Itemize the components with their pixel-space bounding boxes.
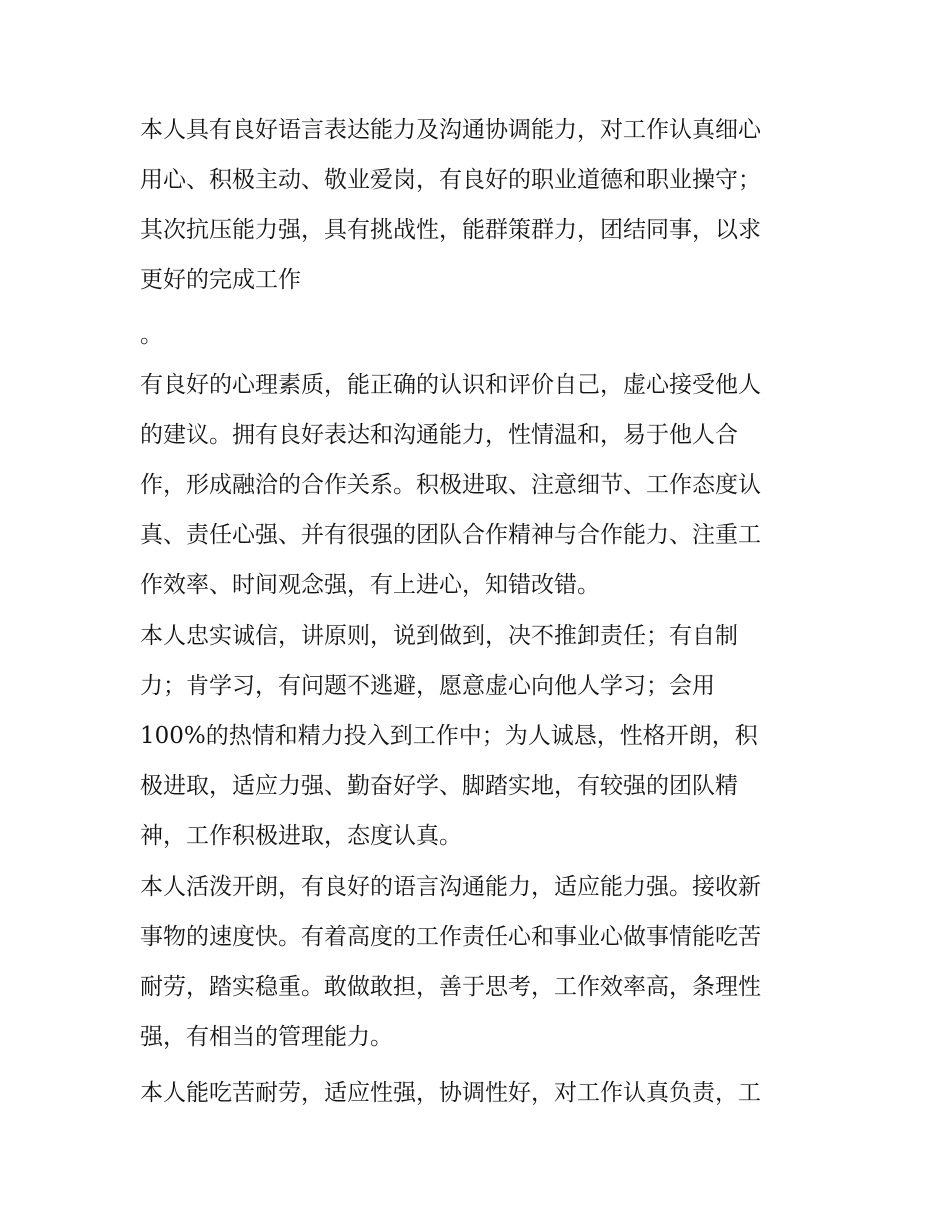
text-line: 力；肯学习，有问题不逃避，愿意虚心向他人学习；会用 [140,673,715,699]
text-line: 本人具有良好语言表达能力及沟通协调能力，对工作认真细心 [140,117,761,143]
text-line: 本人活泼开朗，有良好的语言沟通能力，适应能力强。接收新 [140,874,761,900]
text-line: 极进取，适应力强、勤奋好学、脚踏实地，有较强的团队精 [140,773,738,799]
text-line: 有良好的心理素质，能正确的认识和评价自己，虚心接受他人 [140,372,761,398]
text-line: 强，有相当的管理能力。 [140,1024,393,1050]
text-line: 耐劳，踏实稳重。敢做敢担，善于思考，工作效率高，条理性 [140,974,761,1000]
text-line: 其次抗压能力强，具有挑战性，能群策群力，团结同事，以求 [140,217,761,243]
text-line: 作效率、时间观念强，有上进心，知错改错。 [140,572,600,598]
text-line: 本人能吃苦耐劳，适应性强，协调性好，对工作认真负责，工 [140,1080,761,1106]
text-line: 。 [140,322,163,348]
text-line: 本人忠实诚信，讲原则，说到做到，决不推卸责任；有自制 [140,623,738,649]
text-line: 的建议。拥有良好表达和沟通能力，性情温和，易于他人合 [140,422,738,448]
text-line: 神，工作积极进取，态度认真。 [140,823,462,849]
text-line: 100%的热情和精力投入到工作中；为人诚恳，性格开朗，积 [140,723,758,749]
text-line: 用心、积极主动、敬业爱岗，有良好的职业道德和职业操守； [140,167,761,193]
text-line: 作，形成融洽的合作关系。积极进取、注意细节、工作态度认 [140,472,761,498]
text-line: 真、责任心强、并有很强的团队合作精神与合作能力、注重工 [140,522,761,548]
text-line: 事物的速度快。有着高度的工作责任心和事业心做事情能吃苦 [140,924,761,950]
text-line: 更好的完成工作 [140,267,301,293]
